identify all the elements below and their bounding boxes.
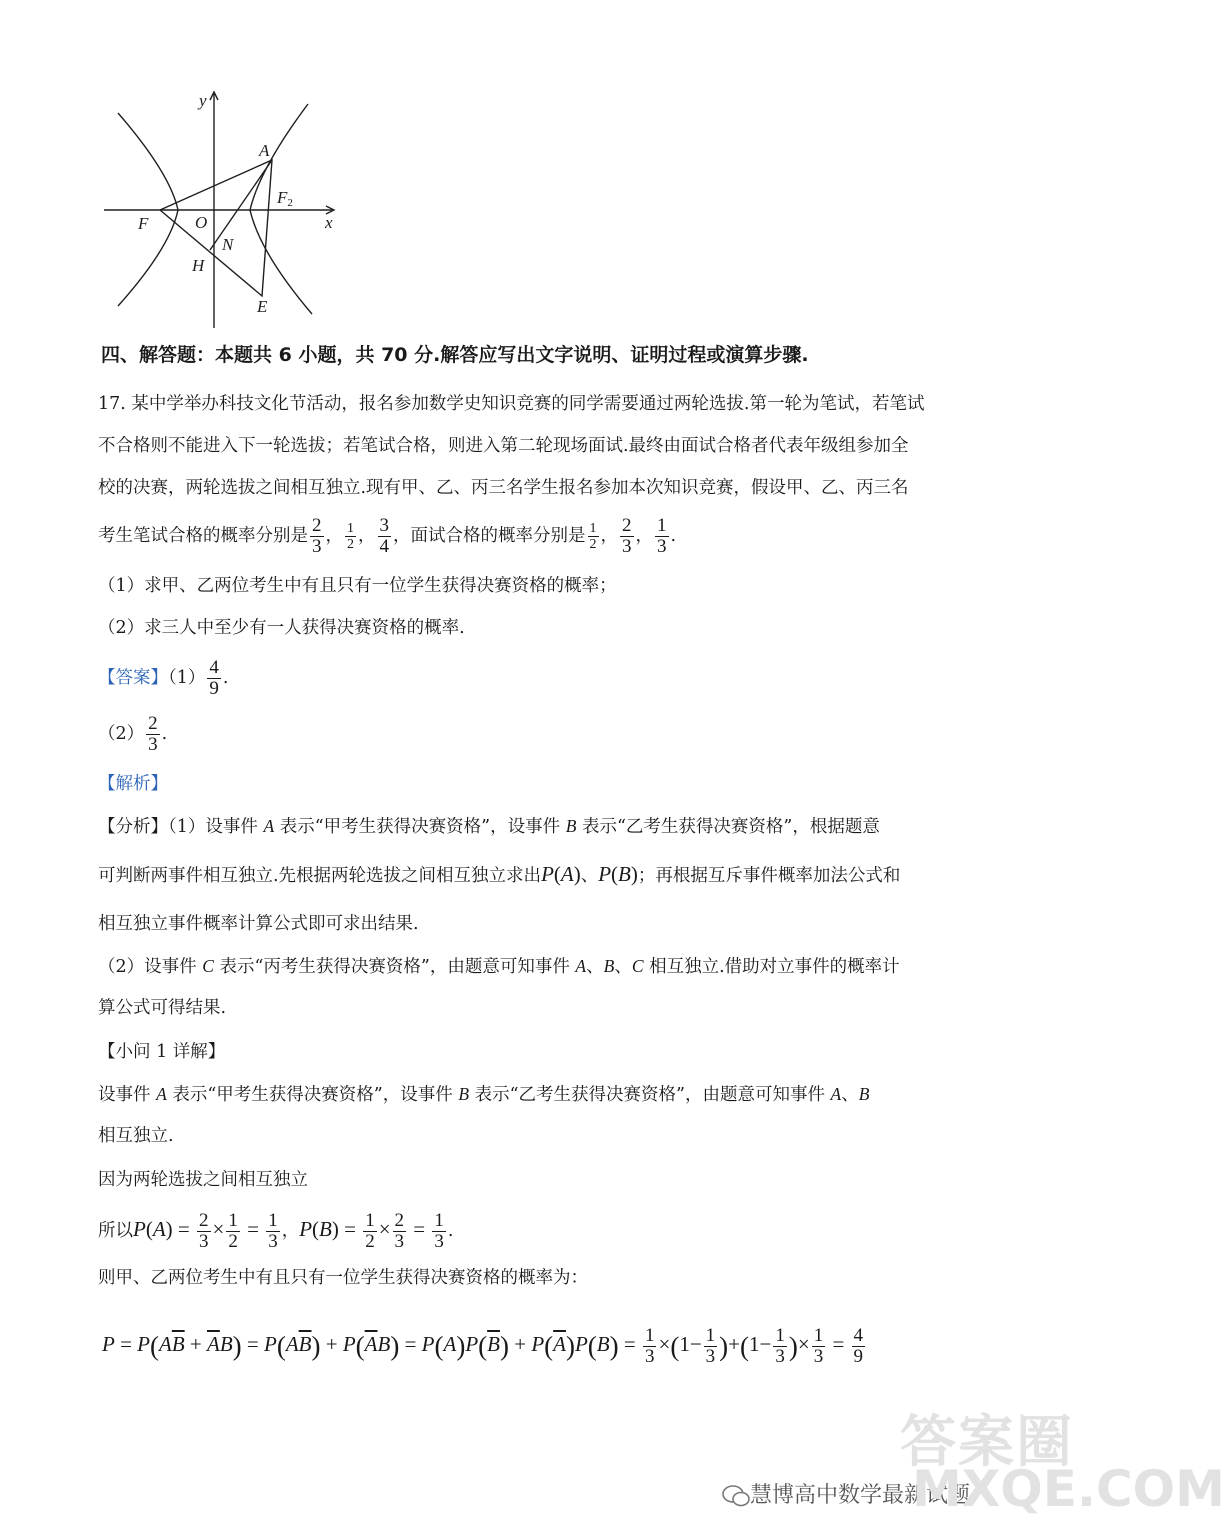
label-F: F [138,214,149,233]
probability-formula: $P = P(A\overline{B} + \overline{A}B) = P(A\overline{B}) + P(\overline{A}B) = P(A)P(\overline{B}) + P(\overline{A})P(B)$ = $\frac{1}{3}$ ×(1− $\frac{1}{3}$ )+(1− $\frac{1}{3}$ )× $\frac{1}{3}$ = $\frac{4}{9}$ [102,1325,864,1367]
problem-line-4: 考生笔试合格的概率分别是 $\frac{2}{3}$ ， $\frac{1}{2}$ ， $\frac{3}{4}$ ，面试合格的概率分别是 $\frac{1}{2}$ ， $\frac{2}{3}$ ， $\frac{1}{3}$ . [98,515,677,557]
detail-line-1: 设事件 A 表示“甲考生获得决赛资格”，设事件 B 表示“乙考生获得决赛资格”，由题意可知事件 A、B [98,1084,870,1105]
analysis-line-5: 算公式可得结果. [98,998,227,1018]
section-heading: 四、解答题：本题共 6 小题，共 70 分.解答应写出文字说明、证明过程或演算步骤. [101,344,809,366]
answer-line-1: 【答案】（1） $\frac{4}{9}$ . [98,657,229,699]
watermark-logo: 答案圈 [900,1410,1074,1475]
detail-line-5: 则甲、乙两位考生中有且只有一位学生获得决赛资格的概率为： [98,1268,588,1288]
analysis-tag: 【解析】 [98,774,168,794]
analysis-line-3: 相互独立事件概率计算公式即可求出结果. [98,914,419,934]
watermark-source: 慧博高中数学最新试题 [722,1478,970,1509]
label-N: N [222,235,234,254]
label-F2: F2 [277,188,293,209]
detail-title: 【小问 1 详解】 [98,1042,226,1062]
detail-line-2: 相互独立. [98,1126,174,1146]
label-y: y [199,91,207,110]
label-x: x [325,213,333,232]
wechat-icon [722,1485,750,1507]
problem-line-1: 17. 某中学举办科技文化节活动，报名参加数学史知识竞赛的同学需要通过两轮选拔.第一轮为笔试，若笔试 [98,394,925,414]
label-O: O [195,213,208,232]
hyperbola-figure [100,88,345,333]
question-2: （2）求三人中至少有一人获得决赛资格的概率. [98,618,465,638]
detail-line-3: 因为两轮选拔之间相互独立 [98,1170,308,1190]
problem-line-3: 校的决赛，两轮选拔之间相互独立.现有甲、乙、丙三名学生报名参加本次知识竞赛，假设甲、乙、丙三名 [98,478,909,498]
right-hyperbola-branch [250,104,312,314]
problem-line-2: 不合格则不能进入下一轮选拔；若笔试合格，则进入第二轮现场面试.最终由面试合格者代表年级组参加全 [98,436,909,456]
answer-line-2: （2） $\frac{2}{3}$ . [98,713,168,755]
analysis-line-2: 可判断两事件相互独立.先根据两轮选拔之间相互独立求出P(A)、P(B)；再根据互斥事件概率加法公式和 [98,862,901,886]
analysis-line-4: （2）设事件 C 表示“丙考生获得决赛资格”，由题意可知事件 A、B、C 相互独立.借助对立事件的概率计 [98,956,900,977]
analysis-line-1: 【分析】（1）设事件 A 表示“甲考生获得决赛资格”，设事件 B 表示“乙考生获得决赛资格”，根据题意 [98,816,880,837]
label-H: H [192,256,205,275]
watermark-site: MXQE.COM [912,1460,1225,1518]
question-1: （1）求甲、乙两位考生中有且只有一位学生获得决赛资格的概率； [98,576,617,596]
label-E: E [257,297,268,316]
detail-line-4: 所以P(A) = $\frac{2}{3}$ × $\frac{1}{2}$ = $\frac{1}{3}$ ，P(B) = $\frac{1}{2}$ × $\frac{2}{3}$ = $\frac{1}{3}$ . [98,1210,454,1252]
label-A: A [259,141,270,160]
answer-tag: 【答案】 [98,668,168,688]
